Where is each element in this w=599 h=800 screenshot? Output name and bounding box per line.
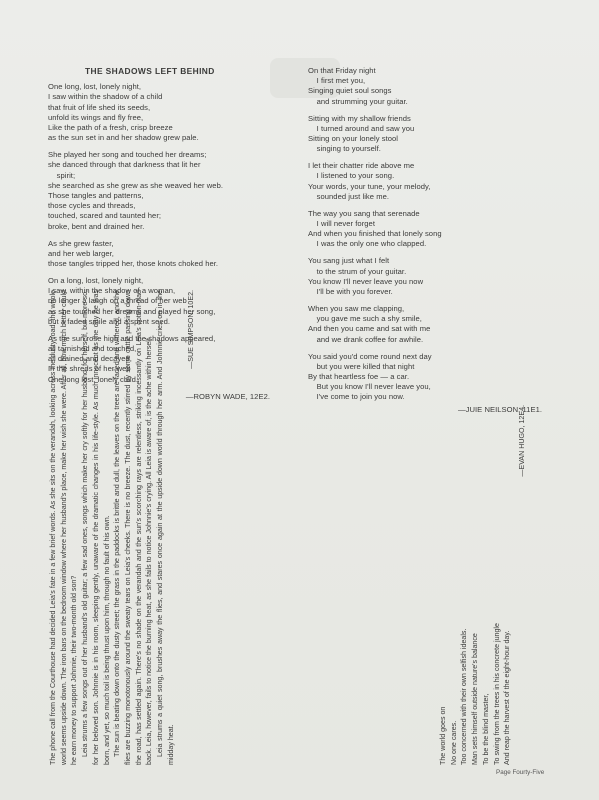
- poem-line: In the shreds of her web: [48, 364, 131, 374]
- poem-line: I first met you,: [308, 76, 366, 86]
- poem-line: As she grew faster,: [48, 238, 114, 248]
- stanza: [308, 66, 548, 107]
- author-signature: —JUIE NEILSON, 11E1.: [458, 405, 542, 415]
- poem-line: all tarnished and touched,: [48, 344, 137, 354]
- poem-line: those cycles and threads,: [48, 201, 136, 211]
- poem-line: Singing quiet soul songs: [308, 86, 392, 96]
- poem-line: One long lost, lonely child.: [48, 374, 139, 384]
- poem-line: touched, scared and taunted her;: [48, 211, 162, 221]
- poem-line: But you know I'll never leave you,: [308, 382, 431, 392]
- stanza: [308, 114, 548, 155]
- poem-line: Those tangles and patterns,: [48, 191, 144, 201]
- poem-line: You know I'll never leave you now: [308, 276, 424, 286]
- poem-line: She played her song and touched her dreams;: [48, 150, 207, 160]
- poem-line: You said you'd come round next day: [308, 351, 432, 361]
- stanza: [308, 304, 548, 345]
- poem-title: THE SHADOWS LEFT BEHIND: [85, 66, 215, 76]
- poem-line: By that heartless foe — a car.: [308, 372, 410, 382]
- poem-line: that fruit of life shed its seeds,: [48, 102, 151, 112]
- poem-line: And reap the harvest of the eight-hour day.: [503, 630, 512, 765]
- poem-line: those tangles tripped her, those knots choked her.: [48, 259, 219, 269]
- poem-line: unfold its wings and fly free,: [48, 112, 144, 122]
- poem-line: I saw, within the shadow of a woman,: [48, 286, 176, 296]
- poem-line: and her web larger,: [48, 248, 114, 258]
- poem-line: No one cares.: [449, 720, 458, 765]
- page-number: Page Fourty-Five: [496, 769, 545, 776]
- poem-line: I was the only one who clapped.: [308, 239, 427, 249]
- poem-line: spirit;: [48, 170, 76, 180]
- poem-line: but a faded smile and a spent seed.: [48, 316, 171, 326]
- poem-line: all drained and decayed,: [48, 354, 132, 364]
- story-body: [48, 290, 176, 765]
- poem-line: You sang just what I felt: [308, 256, 390, 266]
- poem-line: broke, bent and drained her.: [48, 221, 145, 231]
- poem-line: singing to yourself.: [308, 144, 381, 154]
- story-paragraph: Leia strums a quiet song, brushes away the flies, and stares once again at the upside down world through her arm. And Johnnie cries on in the midday heat.: [156, 290, 175, 765]
- poem-line: to the strum of your guitar.: [308, 266, 407, 276]
- poem-line: Sitting with my shallow friends: [308, 113, 411, 123]
- prose-story-rotated: [48, 290, 197, 765]
- story-paragraph: The sun is beating down onto the dusty street; the grass in the paddocks is brittle and dull, the leaves on the trees are faded and withered, and the flies are buzzing monotonously around the sweaty tears on Leia's cheeks. There is no breeze. The dust, recently stirred by some cattle passing down the road, has settled again. There's no shade on the verandah and the sun's scorching rays are relentless, striking incessantly on Leia's cotton-clad back. Leia, however, fails to notice the burning heat, as she fails to notice Johnnie's crying. All Leia is aware of, is the ache within herself.: [113, 290, 154, 765]
- stanza: [308, 161, 548, 202]
- poem-line: I saw within the shadow of a child: [48, 92, 163, 102]
- story-paragraph: Leia strums a few songs out of her husband's old guitar; a few sad ones, songs which make her cry softly for her husband, for herself, but more so, for her beloved son. Johnnie is in his room, sleeping gently, unaware of the dramatic changes in his life-style. As much innocent as the day he was born, and yet, so much toil is being thrust upon him, through no fault of his own.: [81, 290, 111, 765]
- poem-line: And then you came and sat with me: [308, 324, 431, 334]
- author-signature: —ROBYN WADE, 12E2.: [185, 391, 270, 401]
- stanza: [48, 239, 288, 270]
- stanza: [48, 82, 288, 143]
- poem-line: On that Friday night: [308, 66, 376, 75]
- poem-line: Sitting on your lonely stool: [308, 134, 399, 144]
- poem-line: When you saw me clapping,: [308, 304, 405, 314]
- poem-line: I've come to join you now.: [308, 392, 405, 402]
- poem-line: but you were killed that night: [308, 361, 415, 371]
- poem-line: I listened to your song.: [308, 171, 395, 181]
- poem-line: no longer a laugh on a thread of her web: [48, 296, 187, 306]
- author-signature: —EVAN HUGO, 12E4.: [517, 405, 526, 477]
- poem-body: [308, 66, 548, 403]
- poem-line: The way you sang that serenade: [308, 208, 420, 218]
- poem-body: [438, 405, 513, 765]
- poem-line: I'll be with you forever.: [308, 287, 393, 297]
- poem-world-goes-on-rotated: [438, 405, 528, 765]
- poem-line: I turned around and saw you: [308, 123, 415, 133]
- poem-line: I let their chatter ride above me: [308, 161, 415, 171]
- poem-line: The world goes on: [439, 706, 447, 765]
- poem-line: And when you finished that lonely song: [308, 229, 442, 239]
- poem-line: One long, lost, lonely night,: [48, 82, 142, 92]
- poem-line: To be the blind master,: [481, 693, 490, 765]
- author-signature: —SUE SIMPSON, 10E2.: [187, 290, 196, 369]
- stanza: [308, 256, 548, 297]
- poem-line: As the sun rose high and the shadows appeared,: [48, 333, 216, 343]
- poem-line: I will never forget: [308, 219, 375, 229]
- poem-line: sounded just like me.: [308, 191, 390, 201]
- poem-line: On a long, lost, lonely night,: [48, 276, 144, 286]
- stanza: [308, 209, 548, 250]
- poem-line: Man sets himself outside nature's balance: [471, 633, 480, 765]
- poem-line: To swing from the trees in his concrete jungle: [492, 623, 501, 765]
- poem-line: and strumming your guitar.: [308, 96, 408, 106]
- poem-line: she danced through that darkness that lit her: [48, 160, 201, 170]
- stanza: [48, 150, 288, 232]
- story-paragraph: The phone call from the Courthouse had decided Leia's fate in a few brief words. As she sits on the verandah, looking across the dusty road, the whole world seems upside down. The iron bars on the bedroom window where her husband's place, make her wish she were. After all, how much better could he earn money to support Johnnie, their two-month old son?: [49, 290, 79, 765]
- poem-line: as she touched her dreams and played her song,: [48, 306, 216, 316]
- poem-line: she searched as she grew as she weaved her web.: [48, 180, 223, 190]
- poem-line: Your words, your tune, your melody,: [308, 181, 431, 191]
- poem-line: Like the path of a fresh, crisp breeze: [48, 123, 173, 133]
- poem-line: you gave me such a shy smile,: [308, 314, 422, 324]
- poem-line: as the sun set in and her shadow grew pale.: [48, 133, 199, 143]
- poem-friday-night: [308, 66, 548, 416]
- stanza: [308, 352, 548, 403]
- poem-line: Too concerned with their own selfish ideals.: [460, 628, 469, 765]
- poem-line: and we drank coffee for awhile.: [308, 334, 424, 344]
